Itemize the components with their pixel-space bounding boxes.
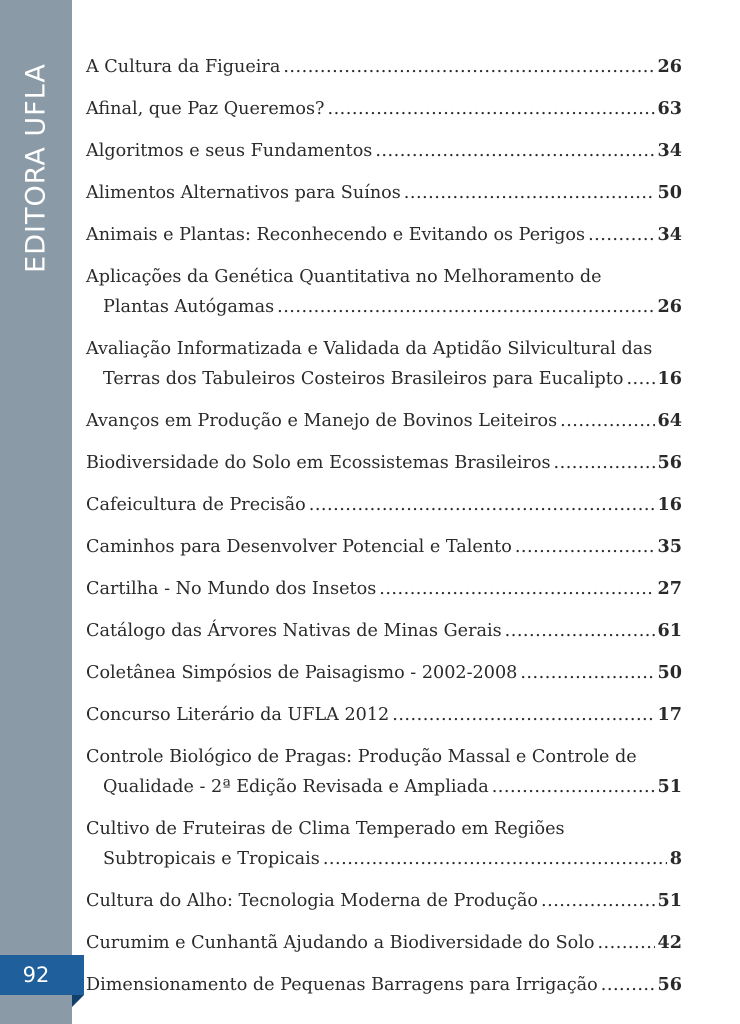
entry-title-line1: Aplicações da Genética Quantitativa no Melhoramento de bbox=[86, 267, 602, 287]
entry-page: 61 bbox=[657, 620, 682, 641]
entry-page: 50 bbox=[657, 182, 682, 203]
toc-entry[interactable] bbox=[86, 94, 682, 124]
toc-entry[interactable] bbox=[86, 334, 682, 394]
entry-title: Animais e Plantas: Reconhecendo e Evitando os Perigos bbox=[86, 225, 586, 245]
toc-entry[interactable] bbox=[86, 178, 682, 208]
entry-page: 35 bbox=[657, 536, 682, 557]
entry-page: 26 bbox=[657, 56, 682, 77]
entry-page: 50 bbox=[657, 662, 682, 683]
entry-title: Alimentos Alternativos para Suínos bbox=[86, 183, 401, 203]
entry-page: 34 bbox=[657, 224, 682, 245]
entry-title-line2: Terras dos Tabuleiros Costeiros Brasileiros para Eucalipto bbox=[103, 369, 624, 389]
entry-title: Biodiversidade do Solo em Ecossistemas Brasileiros bbox=[86, 453, 551, 473]
toc-entry[interactable] bbox=[86, 262, 682, 322]
dot-leader bbox=[392, 700, 654, 730]
toc-entry[interactable] bbox=[86, 616, 682, 646]
entry-page: 63 bbox=[657, 98, 682, 119]
entry-title: Algoritmos e seus Fundamentos bbox=[86, 141, 373, 161]
entry-page: 16 bbox=[657, 494, 682, 515]
toc-entry[interactable] bbox=[86, 52, 682, 82]
entry-page: 42 bbox=[657, 932, 682, 953]
toc-entry[interactable] bbox=[86, 970, 682, 1000]
entry-page: 51 bbox=[657, 890, 682, 911]
dot-leader bbox=[404, 178, 655, 208]
dot-leader bbox=[588, 220, 654, 250]
entry-page: 56 bbox=[657, 974, 682, 995]
entry-title: Concurso Literário da UFLA 2012 bbox=[86, 705, 390, 725]
entry-title-line2: Plantas Autógamas bbox=[103, 297, 275, 317]
entry-title: Caminhos para Desenvolver Potencial e Talento bbox=[86, 537, 512, 557]
entry-title: A Cultura da Figueira bbox=[86, 57, 281, 77]
entry-title-line1: Avaliação Informatizada e Validada da Aptidão Silvicultural das bbox=[86, 339, 653, 359]
entry-title: Cafeicultura de Precisão bbox=[86, 495, 306, 515]
dot-leader bbox=[560, 406, 654, 436]
publisher-title: EDITORA UFLA bbox=[20, 63, 52, 273]
toc-entry[interactable] bbox=[86, 814, 682, 874]
dot-leader bbox=[626, 364, 654, 394]
toc-entry[interactable] bbox=[86, 406, 682, 436]
entry-page: 34 bbox=[657, 140, 682, 161]
dot-leader bbox=[601, 970, 655, 1000]
dot-leader bbox=[277, 292, 654, 322]
dot-leader bbox=[309, 490, 655, 520]
entry-page: 17 bbox=[657, 704, 682, 725]
dot-leader bbox=[554, 448, 655, 478]
toc-entry[interactable] bbox=[86, 532, 682, 562]
toc-entry[interactable] bbox=[86, 928, 682, 958]
entry-page: 16 bbox=[657, 368, 682, 389]
entry-page: 56 bbox=[657, 452, 682, 473]
dot-leader bbox=[505, 616, 655, 646]
dot-leader bbox=[323, 844, 667, 874]
entry-title: Cartilha - No Mundo dos Insetos bbox=[86, 579, 377, 599]
toc-entry[interactable] bbox=[86, 742, 682, 802]
page-number-tab bbox=[0, 955, 84, 995]
dot-leader bbox=[515, 532, 655, 562]
entry-title-line1: Cultivo de Fruteiras de Clima Temperado em Regiões bbox=[86, 819, 565, 839]
dot-leader bbox=[379, 574, 654, 604]
entry-title-line2: Subtropicais e Tropicais bbox=[103, 849, 320, 869]
entry-page: 27 bbox=[657, 578, 682, 599]
dot-leader bbox=[283, 52, 654, 82]
dot-leader bbox=[328, 94, 655, 124]
entry-title: Cultura do Alho: Tecnologia Moderna de Produção bbox=[86, 891, 539, 911]
entry-title: Curumim e Cunhantã Ajudando a Biodiversidade do Solo bbox=[86, 933, 595, 953]
entry-title: Avanços em Produção e Manejo de Bovinos Leiteiros bbox=[86, 411, 558, 431]
toc-entry[interactable] bbox=[86, 220, 682, 250]
toc-entry[interactable] bbox=[86, 700, 682, 730]
toc-entry[interactable] bbox=[86, 490, 682, 520]
entry-page: 51 bbox=[657, 776, 682, 797]
entry-title: Afinal, que Paz Queremos? bbox=[86, 99, 325, 119]
entry-title-line1: Controle Biológico de Pragas: Produção Massal e Controle de bbox=[86, 747, 637, 767]
toc-entry[interactable] bbox=[86, 574, 682, 604]
dot-leader bbox=[520, 658, 654, 688]
entry-title: Dimensionamento de Pequenas Barragens para Irrigação bbox=[86, 975, 598, 995]
dot-leader bbox=[541, 886, 654, 916]
entry-title-line2: Qualidade - 2ª Edição Revisada e Ampliada bbox=[103, 777, 489, 797]
toc-entry[interactable] bbox=[86, 136, 682, 166]
dot-leader bbox=[492, 772, 655, 802]
toc-entry[interactable] bbox=[86, 658, 682, 688]
dot-leader bbox=[597, 928, 654, 958]
table-of-contents bbox=[86, 52, 682, 1012]
page-number: 92 bbox=[22, 963, 50, 987]
entry-title: Catálogo das Árvores Nativas de Minas Gerais bbox=[86, 621, 502, 641]
dot-leader bbox=[375, 136, 654, 166]
toc-entry[interactable] bbox=[86, 886, 682, 916]
toc-entry[interactable] bbox=[86, 448, 682, 478]
side-bar bbox=[0, 0, 72, 1024]
entry-page: 8 bbox=[669, 848, 682, 869]
entry-title: Coletânea Simpósios de Paisagismo - 2002-2008 bbox=[86, 663, 518, 683]
entry-page: 26 bbox=[657, 296, 682, 317]
entry-page: 64 bbox=[657, 410, 682, 431]
